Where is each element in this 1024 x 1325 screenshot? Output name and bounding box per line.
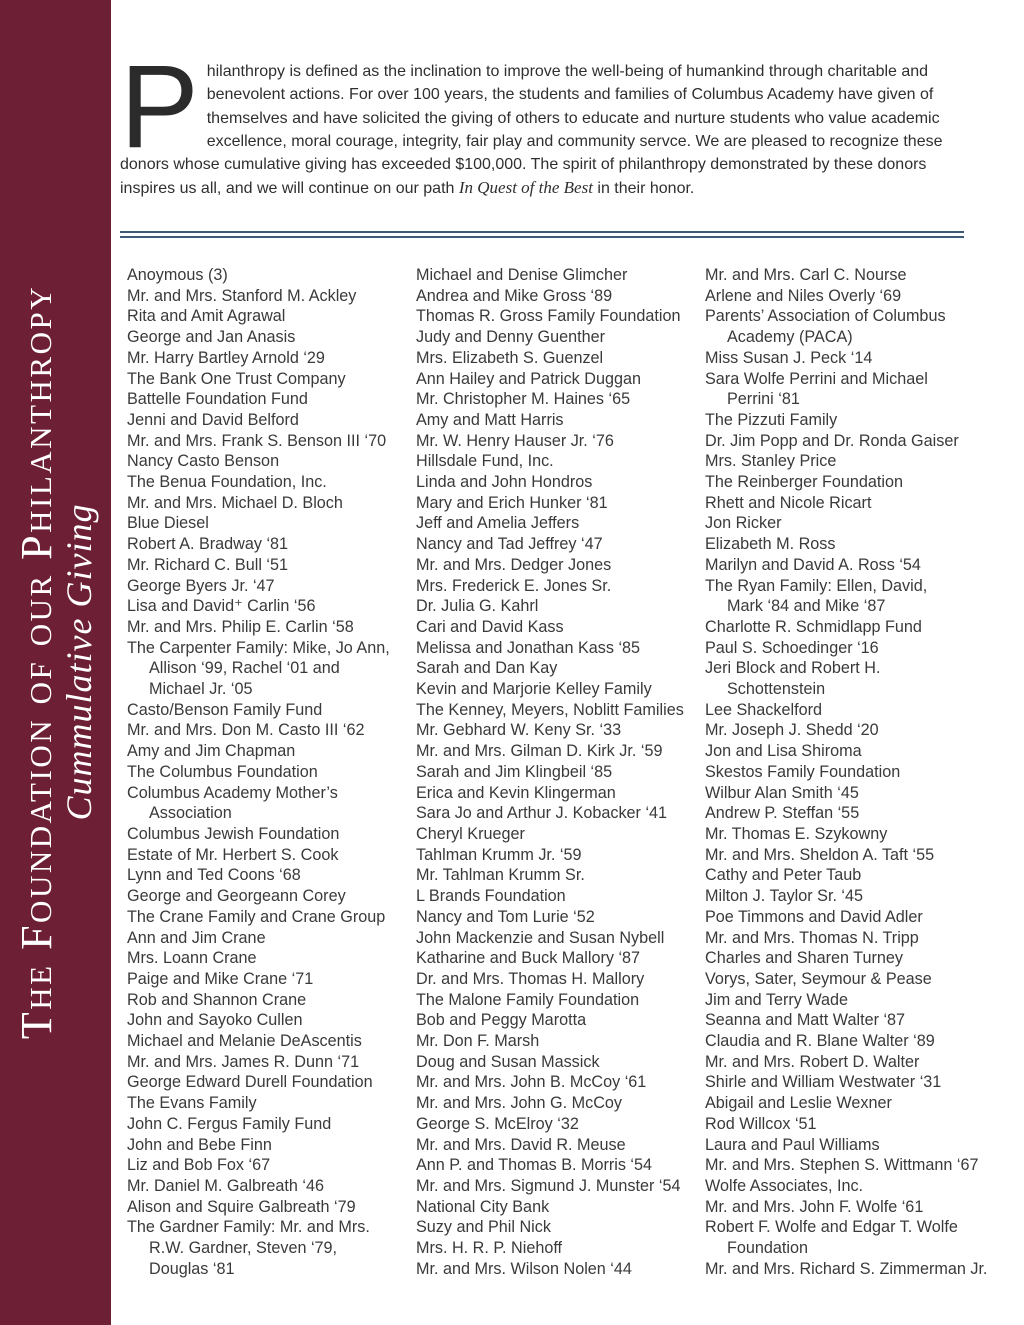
- donor-name: L Brands Foundation: [416, 887, 566, 906]
- donor-name: Judy and Denny Guenther: [416, 328, 605, 347]
- donor-name: Mr. and Mrs. Philip E. Carlin ‘58: [127, 617, 354, 636]
- donor-name: Mr. and Mrs. Thomas N. Tripp: [705, 928, 919, 947]
- donor-name: Mary and Erich Hunker ‘81: [416, 493, 608, 512]
- donor-name: George and Jan Anasis: [127, 328, 296, 347]
- donor-entry: [416, 658, 701, 679]
- donor-name: Amy and Jim Chapman: [127, 742, 296, 761]
- donor-name: Alison and Squire Galbreath ‘79: [127, 1197, 356, 1216]
- donor-entry: [705, 576, 990, 617]
- donor-name: George S. McElroy ‘32: [416, 1114, 579, 1133]
- donor-entry: [127, 451, 412, 472]
- donor-entry: [705, 658, 990, 699]
- donor-entry: [127, 493, 412, 514]
- sidebar-title: [12, 162, 99, 1162]
- donor-name: Mrs. Stanley Price: [705, 452, 837, 471]
- sidebar-title-subtitle: Cummulative Giving: [59, 503, 99, 821]
- donor-name: Mr. and Mrs. Sigmund J. Munster ‘54: [416, 1176, 681, 1195]
- donor-name: The Gardner Family: Mr. and Mrs.: [127, 1218, 370, 1237]
- donor-name: Skestos Family Foundation: [705, 762, 901, 781]
- donor-entry: [416, 907, 701, 928]
- donor-name: The Kenney, Meyers, Noblitt Families: [416, 700, 684, 719]
- donor-name: The Ryan Family: Ellen, David,: [705, 576, 928, 595]
- donor-entry: [127, 762, 412, 783]
- donor-entry: [705, 306, 990, 347]
- donor-name: Jon and Lisa Shiroma: [705, 742, 862, 761]
- donor-entry: [416, 1197, 701, 1218]
- donor-entry: [416, 534, 701, 555]
- donor-name: Abigail and Leslie Wexner: [705, 1094, 892, 1113]
- donor-entry: [416, 1176, 701, 1197]
- donor-entry: [705, 1031, 990, 1052]
- donor-name: Poe Timmons and David Adler: [705, 907, 923, 926]
- donor-name: Lynn and Ted Coons ‘68: [127, 866, 301, 885]
- donor-entry: [705, 928, 990, 949]
- intro-italic-phrase: In Quest of the Best: [458, 178, 593, 198]
- donor-name-continued: Association: [149, 804, 232, 823]
- donor-entry: [705, 493, 990, 514]
- donor-name: Columbus Academy Mother’s: [127, 783, 338, 802]
- donor-entry: [127, 576, 412, 597]
- donor-entry: [416, 1052, 701, 1073]
- donor-name: The Crane Family and Crane Group: [127, 907, 386, 926]
- donor-name: Anoymous (3): [127, 266, 228, 284]
- donor-name: The Benua Foundation, Inc.: [127, 473, 327, 492]
- donor-name: Mr. and Mrs. Dedger Jones: [416, 555, 612, 574]
- donor-name: Kevin and Marjorie Kelley Family: [416, 680, 652, 699]
- donor-name: Mrs. Elizabeth S. Guenzel: [416, 348, 604, 367]
- donor-entry: [127, 617, 412, 638]
- donor-name: John and Sayoko Cullen: [127, 1011, 303, 1030]
- donor-entry: [127, 990, 412, 1011]
- donor-entry: [127, 431, 412, 452]
- donor-entry: [705, 286, 990, 307]
- donor-name: John C. Fergus Family Fund: [127, 1114, 332, 1133]
- donor-name: Mr. and Mrs. James R. Dunn ‘71: [127, 1052, 360, 1071]
- donor-entry: [705, 1010, 990, 1031]
- donor-entry: [127, 969, 412, 990]
- donor-name: The Pizzuti Family: [705, 410, 838, 429]
- donor-name: Ann P. and Thomas B. Morris ‘54: [416, 1156, 653, 1175]
- donor-name: Mrs. Loann Crane: [127, 949, 257, 968]
- donor-name: National City Bank: [416, 1197, 550, 1216]
- donor-name: Elizabeth M. Ross: [705, 535, 836, 554]
- donor-name: Dr. Jim Popp and Dr. Ronda Gaiser: [705, 431, 959, 450]
- intro-text-2: in their honor.: [592, 180, 695, 198]
- donor-name: Michael and Melanie DeAscentis: [127, 1032, 362, 1051]
- donor-entry: [416, 1259, 701, 1280]
- donor-name: Erica and Kevin Klingerman: [416, 783, 616, 802]
- donor-entry: [416, 1031, 701, 1052]
- donor-entry: [127, 1135, 412, 1156]
- donor-entry: [705, 1217, 990, 1258]
- donor-name: Blue Diesel: [127, 514, 209, 533]
- donor-entry: [416, 617, 701, 638]
- donor-entry: [416, 990, 701, 1011]
- donor-name-continued: Schottenstein: [727, 680, 826, 699]
- donor-name: Tahlman Krumm Jr. ‘59: [416, 845, 582, 864]
- donor-name: Lee Shackelford: [705, 700, 822, 719]
- donor-entry: [127, 596, 412, 617]
- donor-name: The Evans Family: [127, 1094, 257, 1113]
- donor-name: Michael and Denise Glimcher: [416, 266, 628, 284]
- donor-name: Jeff and Amelia Jeffers: [416, 514, 580, 533]
- donor-entry: [127, 700, 412, 721]
- donor-name: Liz and Bob Fox ‘67: [127, 1156, 271, 1175]
- donor-name-continued: Perrini ‘81: [727, 390, 800, 409]
- donor-name: George Byers Jr. ‘47: [127, 576, 275, 595]
- donor-name: Mr. and Mrs. John B. McCoy ‘61: [416, 1073, 647, 1092]
- donor-entry: [416, 306, 701, 327]
- donor-name-continued: Foundation: [727, 1239, 809, 1258]
- donor-name: Sarah and Jim Klingbeil ‘85: [416, 762, 613, 781]
- donor-entry: [416, 803, 701, 824]
- donor-name-continued: Douglas ‘81: [149, 1259, 235, 1278]
- donor-entry: [127, 741, 412, 762]
- donor-name: Rod Willcox ‘51: [705, 1114, 817, 1133]
- donor-entry: [127, 907, 412, 928]
- donor-entry: [416, 741, 701, 762]
- donor-entry: [705, 472, 990, 493]
- donor-name: John Mackenzie and Susan Nybell: [416, 928, 665, 947]
- donor-name: Mr. Christopher M. Haines ‘65: [416, 390, 631, 409]
- donor-name: Mr. and Mrs. David R. Meuse: [416, 1135, 626, 1154]
- donor-entry: [416, 845, 701, 866]
- donor-name: Charlotte R. Schmidlapp Fund: [705, 617, 922, 636]
- donor-name: Mrs. H. R. P. Niehoff: [416, 1239, 563, 1258]
- donor-name: Rhett and Nicole Ricart: [705, 493, 872, 512]
- donor-entry: [127, 1155, 412, 1176]
- donor-name: Mr. and Mrs. Wilson Nolen ‘44: [416, 1259, 632, 1278]
- donor-entry: [416, 431, 701, 452]
- donor-entry: [705, 969, 990, 990]
- donor-name: The Bank One Trust Company: [127, 369, 346, 388]
- donor-entry: [416, 348, 701, 369]
- donor-entry: [705, 720, 990, 741]
- donor-name: Melissa and Jonathan Kass ‘85: [416, 638, 641, 657]
- donor-name: Claudia and R. Blane Walter ‘89: [705, 1032, 935, 1051]
- donor-entry: [416, 451, 701, 472]
- donor-name: Mr. Daniel M. Galbreath ‘46: [127, 1176, 325, 1195]
- donor-entry: [416, 286, 701, 307]
- donor-entry: [127, 1010, 412, 1031]
- donor-name: Suzy and Phil Nick: [416, 1218, 551, 1237]
- donor-entry: [127, 928, 412, 949]
- intro-text-1: hilanthropy is defined as the inclination to improve the well-being of humankind through charitable and benevolent actions. For over 100 years, the students and families of Columbus Academy have given of themselves and have solicited the giving of others to educate and nurture students who value academic excellence, moral courage, integrity, fair play and community servce. We are pleased to recognize these donors whose cumulative giving has exceeded $100,000. The spirit of philanthropy demonstrated by these donors inspires us all, and we will continue on our path: [120, 63, 943, 198]
- donor-name: Andrew P. Steffan ‘55: [705, 804, 860, 823]
- donor-name: Linda and John Hondros: [416, 473, 593, 492]
- donor-entry: [416, 327, 701, 348]
- sidebar: [0, 0, 111, 1325]
- donor-name: Casto/Benson Family Fund: [127, 700, 323, 719]
- donor-name: Mrs. Frederick E. Jones Sr.: [416, 576, 612, 595]
- donor-entry: [705, 762, 990, 783]
- donor-name: Vorys, Sater, Seymour & Pease: [705, 969, 932, 988]
- donor-entry: [416, 886, 701, 907]
- donor-entry: [416, 865, 701, 886]
- donor-name: John and Bebe Finn: [127, 1135, 272, 1154]
- donor-entry: [127, 1093, 412, 1114]
- donor-entry: [705, 1155, 990, 1176]
- donor-entry: [416, 1155, 701, 1176]
- donor-entry: [705, 638, 990, 659]
- donor-name: Nancy Casto Benson: [127, 452, 280, 471]
- donor-name: Jenni and David Belford: [127, 410, 299, 429]
- donor-column-1: [127, 265, 412, 1279]
- donor-entry: [127, 389, 412, 410]
- donor-entry: [705, 783, 990, 804]
- donor-name: George Edward Durell Foundation: [127, 1073, 373, 1092]
- donor-name: Ann and Jim Crane: [127, 928, 266, 947]
- donor-name: Mr. and Mrs. Robert D. Walter: [705, 1052, 920, 1071]
- donor-name-continued: Mark ‘84 and Mike ‘87: [727, 597, 886, 616]
- donor-entry: [416, 555, 701, 576]
- donor-entry: [127, 824, 412, 845]
- donor-entry: [127, 1072, 412, 1093]
- donor-name: Marilyn and David A. Ross ‘54: [705, 555, 921, 574]
- donor-entry: [416, 720, 701, 741]
- donor-name: Robert A. Bradway ‘81: [127, 535, 289, 554]
- donor-name: Paige and Mike Crane ‘71: [127, 969, 314, 988]
- donor-name: Mr. Richard C. Bull ‘51: [127, 555, 289, 574]
- donor-entry: [127, 472, 412, 493]
- donor-name: Mr. Don F. Marsh: [416, 1032, 540, 1051]
- drop-cap: P: [120, 41, 199, 173]
- donor-entry: [705, 1135, 990, 1156]
- donor-name: Robert F. Wolfe and Edgar T. Wolfe: [705, 1218, 958, 1237]
- donor-entry: [127, 327, 412, 348]
- donor-entry: [705, 617, 990, 638]
- donor-entry: [705, 845, 990, 866]
- donor-name: Andrea and Mike Gross ‘89: [416, 286, 613, 305]
- donor-entry: [705, 865, 990, 886]
- donor-entry: [127, 886, 412, 907]
- donor-name: Mr. and Mrs. John G. McCoy: [416, 1094, 622, 1113]
- donor-entry: [127, 1217, 412, 1279]
- donor-name: Mr. Thomas E. Szykowny: [705, 824, 888, 843]
- donor-column-2: [416, 265, 701, 1279]
- donor-name: Mr. and Mrs. Stephen S. Wittmann ‘67: [705, 1156, 979, 1175]
- donor-name: Parents’ Association of Columbus: [705, 307, 946, 326]
- donor-name: Mr. Gebhard W. Keny Sr. ‘33: [416, 721, 622, 740]
- donor-name: Dr. and Mrs. Thomas H. Mallory: [416, 969, 645, 988]
- donor-entry: [416, 493, 701, 514]
- donor-entry: [127, 1114, 412, 1135]
- donor-name: Mr. and Mrs. Sheldon A. Taft ‘55: [705, 845, 935, 864]
- donor-name: Estate of Mr. Herbert S. Cook: [127, 845, 339, 864]
- donor-name-continued: R.W. Gardner, Steven ‘79,: [149, 1239, 338, 1258]
- donor-entry: [416, 576, 701, 597]
- donor-name: Ann Hailey and Patrick Duggan: [416, 369, 641, 388]
- donor-name: Rob and Shannon Crane: [127, 990, 307, 1009]
- donor-entry: [416, 596, 701, 617]
- donor-entry: [705, 369, 990, 410]
- donor-name: Paul S. Schoedinger ‘16: [705, 638, 879, 657]
- donor-entry: [127, 720, 412, 741]
- donor-name: Mr. and Mrs. Gilman D. Kirk Jr. ‘59: [416, 742, 663, 761]
- donor-entry: [705, 700, 990, 721]
- donor-entry: [416, 1010, 701, 1031]
- donor-entry: [127, 1197, 412, 1218]
- donor-entry: [705, 741, 990, 762]
- donor-entry: [127, 348, 412, 369]
- donor-name: The Malone Family Foundation: [416, 990, 640, 1009]
- donor-name: Mr. and Mrs. Don M. Casto III ‘62: [127, 721, 365, 740]
- donor-entry: [705, 907, 990, 928]
- donor-entry: [127, 865, 412, 886]
- donor-entry: [705, 1072, 990, 1093]
- donor-name: Shirle and William Westwater ‘31: [705, 1073, 942, 1092]
- donor-entry: [705, 1176, 990, 1197]
- donor-name: Hillsdale Fund, Inc.: [416, 452, 554, 471]
- donor-name: Mr. and Mrs. Richard S. Zimmerman Jr.: [705, 1259, 988, 1278]
- donor-name: Cathy and Peter Taub: [705, 866, 862, 885]
- donor-name: Mr. and Mrs. Carl C. Nourse: [705, 266, 907, 284]
- divider-line-top: [120, 231, 964, 233]
- donor-entry: [416, 638, 701, 659]
- donor-entry: [127, 286, 412, 307]
- donor-name: Sarah and Dan Kay: [416, 659, 558, 678]
- donor-entry: [705, 410, 990, 431]
- donor-entry: [416, 824, 701, 845]
- donor-name: Cheryl Krueger: [416, 824, 525, 843]
- donor-name: Dr. Julia G. Kahrl: [416, 597, 539, 616]
- donor-name: Rita and Amit Agrawal: [127, 307, 286, 326]
- donor-entry: [705, 824, 990, 845]
- donor-name: Nancy and Tad Jeffrey ‘47: [416, 535, 603, 554]
- donor-name: Sara Jo and Arthur J. Kobacker ‘41: [416, 804, 668, 823]
- donor-entry: [705, 555, 990, 576]
- donor-name: Columbus Jewish Foundation: [127, 824, 340, 843]
- donor-name: Cari and David Kass: [416, 617, 564, 636]
- donor-column-3: [705, 265, 990, 1279]
- donor-name: Amy and Matt Harris: [416, 410, 564, 429]
- donor-entry: [705, 451, 990, 472]
- donor-entry: [705, 534, 990, 555]
- donor-name: Wolfe Associates, Inc.: [705, 1176, 864, 1195]
- donor-entry: [416, 1217, 701, 1238]
- donor-name-continued: Academy (PACA): [727, 328, 853, 347]
- donor-entry: [416, 472, 701, 493]
- donor-entry: [705, 1114, 990, 1135]
- donor-entry: [416, 1135, 701, 1156]
- donor-name: Arlene and Niles Overly ‘69: [705, 286, 902, 305]
- donor-name-continued: Michael Jr. ‘05: [149, 680, 253, 699]
- donor-entry: [416, 389, 701, 410]
- donor-entry: [127, 513, 412, 534]
- donor-entry: [705, 990, 990, 1011]
- donor-name: Seanna and Matt Walter ‘87: [705, 1011, 906, 1030]
- donor-name: Jim and Terry Wade: [705, 990, 849, 1009]
- donor-entry: [705, 431, 990, 452]
- donor-entry: [416, 369, 701, 390]
- donor-entry: [127, 369, 412, 390]
- intro-paragraph: [120, 41, 960, 201]
- donor-entry: [416, 1072, 701, 1093]
- donor-entry: [127, 1176, 412, 1197]
- divider-line-bottom: [120, 236, 964, 238]
- donor-entry: [127, 1052, 412, 1073]
- donor-entry: [416, 762, 701, 783]
- donor-entry: [127, 845, 412, 866]
- donor-name: Mr. Joseph J. Shedd ‘20: [705, 721, 879, 740]
- donor-name: Mr. and Mrs. Michael D. Bloch: [127, 493, 343, 512]
- donor-name: Miss Susan J. Peck ‘14: [705, 348, 873, 367]
- donor-entry: [705, 348, 990, 369]
- donor-entry: [127, 783, 412, 824]
- donor-name: Jon Ricker: [705, 514, 782, 533]
- donor-name: Mr. and Mrs. Stanford M. Ackley: [127, 286, 357, 305]
- donor-entry: [416, 928, 701, 949]
- donor-entry: [127, 265, 412, 286]
- donor-name: Doug and Susan Massick: [416, 1052, 600, 1071]
- donor-entry: [705, 1052, 990, 1073]
- donor-name: Mr. Tahlman Krumm Sr.: [416, 866, 585, 885]
- donor-name-continued: Allison ‘99, Rachel ‘01 and: [149, 659, 340, 678]
- donor-entry: [127, 306, 412, 327]
- donor-name: Wilbur Alan Smith ‘45: [705, 783, 859, 802]
- donor-entry: [705, 513, 990, 534]
- donor-entry: [416, 700, 701, 721]
- donor-name: Lisa and David⁺ Carlin ‘56: [127, 597, 316, 616]
- donor-name: Thomas R. Gross Family Foundation: [416, 307, 681, 326]
- donor-entry: [416, 679, 701, 700]
- donor-entry: [127, 1031, 412, 1052]
- donor-entry: [705, 265, 990, 286]
- donor-name: Sara Wolfe Perrini and Michael: [705, 369, 928, 388]
- donor-entry: [416, 1238, 701, 1259]
- donor-name: The Carpenter Family: Mike, Jo Ann,: [127, 638, 390, 657]
- donor-name: George and Georgeann Corey: [127, 887, 346, 906]
- donor-name: Nancy and Tom Lurie ‘52: [416, 907, 595, 926]
- donor-name: Mr. and Mrs. John F. Wolfe ‘61: [705, 1197, 924, 1216]
- donor-entry: [127, 410, 412, 431]
- donor-entry: [416, 1093, 701, 1114]
- donor-name: Battelle Foundation Fund: [127, 390, 308, 409]
- donor-name: Mr. Harry Bartley Arnold ‘29: [127, 348, 325, 367]
- donor-name: Mr. and Mrs. Frank S. Benson III ‘70: [127, 431, 387, 450]
- donor-entry: [705, 1093, 990, 1114]
- donor-name: The Reinberger Foundation: [705, 473, 903, 492]
- donor-entry: [416, 783, 701, 804]
- donor-entry: [705, 948, 990, 969]
- donor-entry: [416, 969, 701, 990]
- donor-name: Bob and Peggy Marotta: [416, 1011, 587, 1030]
- donor-name: Jeri Block and Robert H.: [705, 659, 881, 678]
- donor-name: Laura and Paul Williams: [705, 1135, 880, 1154]
- donor-entry: [127, 638, 412, 700]
- donor-entry: [416, 1114, 701, 1135]
- donor-entry: [127, 534, 412, 555]
- sidebar-title-main: The Foundation of our Philanthropy: [12, 284, 61, 1040]
- donor-entry: [705, 886, 990, 907]
- donor-entry: [705, 1197, 990, 1218]
- donor-entry: [416, 513, 701, 534]
- donor-name: Katharine and Buck Mallory ‘87: [416, 949, 641, 968]
- donor-name: Milton J. Taylor Sr. ‘45: [705, 887, 864, 906]
- donor-entry: [705, 1259, 990, 1280]
- donor-entry: [127, 948, 412, 969]
- donor-entry: [416, 265, 701, 286]
- donor-entry: [705, 803, 990, 824]
- donor-name: Mr. W. Henry Hauser Jr. ‘76: [416, 431, 614, 450]
- donor-name: The Columbus Foundation: [127, 762, 318, 781]
- donor-entry: [416, 410, 701, 431]
- donor-name: Charles and Sharen Turney: [705, 949, 903, 968]
- donor-entry: [416, 948, 701, 969]
- donor-entry: [127, 555, 412, 576]
